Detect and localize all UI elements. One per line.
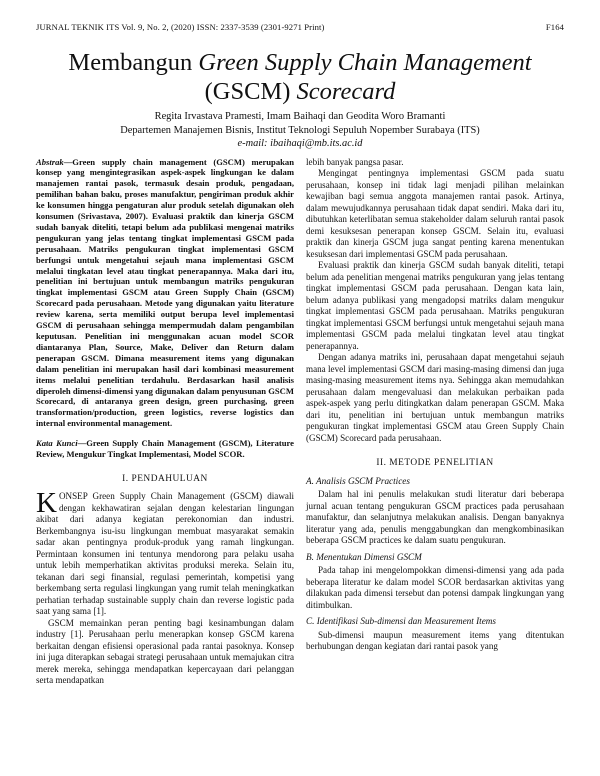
abstract-text: —Green supply chain management (GSCM) merupakan konsep yang mengintegrasikan aspek-aspek lingkungan ke dalam manajemen rantai pasok, termasuk desain produk, pengadaan, pemilihan bahan baku, proses manufaktur, pengiriman produk akhir ke konsumen hingga pengaturan alur produk setelah digunakan oleh konsumen (Srivastava, 2007). Evaluasi praktik dan kinerja GSCM sudah banyak diteliti, tetapi belum ada publikasi mengenai matriks pengukuran yang jelas tentang tingkat implementasi GSCM pada perusahaan. Matriks pengukuran tingkat implementasi GSCM berfungsi untuk mengetahui sejauh mana implementasi GSCM melalui tingkatan level atau tingkat penerapannya. Maka dari itu, penelitian ini bertujuan untuk membangun matriks pengukuran tingkat implementasi GSCM atau Green Supply Chain (GSCM) Scorecard pada perusahaan. Metode yang digunakan yaitu literature review karena, serta memiliki output berupa level implementasi GSCM di perusahaan sehingga mempermudah dalam pengambilan keputusan. Penelitian ini menggunakan acuan model SCOR diantaranya Plan, Source, Make, Deliver dan Return dalam penerapan GSCM. Dimana measurement items yang digunakan dalam penelitian ini merupakan hasil dari kombinasi measurement items melalui penelitian terdahulu. Berdasarkan hasil analisis diperoleh dimensi-dimensi yang digunakan dalam penyusunan GSCM Scorecard, di antaranya green design, green purchasing, green transformation/production, green logistics, reverse logistics dan internal environmental management. [36, 156, 294, 429]
section-heading-method: II. METODE PENELITIAN [376, 458, 494, 468]
two-column-body [36, 157, 564, 687]
left-column [36, 157, 294, 687]
right-column [306, 157, 564, 687]
author-email: e-mail: ibaihaqi@mb.its.ac.id [237, 138, 363, 149]
body-paragraph: Sub-dimensi maupun measurement items yang ditentukan berhubungan dengan kegiatan dari rantai pasok yang [306, 629, 564, 651]
keywords-label: Kata Kunci [36, 438, 78, 449]
drop-cap: K [36, 487, 57, 520]
subsection-heading-b: B. Menentukan Dimensi GSCM [306, 551, 422, 562]
intro-paragraph-text: ONSEP Green Supply Chain Management (GSCM) diawali dengan kekhawatiran sejalan dengan kelestarian lingungan akibat dari adanya kegiatan perekonomian dan industri. Berkembangnya isu-isu lingkungan membuat masyarakat semakin sadar akan pentingnya produk-produk yang ramah lingkungan. Permintaan konsumen ini tentunya mendorong para pelaku usaha untuk lebih memperhatikan aktivitas produksi mereka. Selain itu, tekanan dari segi finansial, regulasi pemerintah, kompetisi yang berkembang serta regulasi lingkungan yang rumit telah meningkatkan perhatian terhadap sustainable supply chain dan reverse logistic pada saat yang sama [1]. [36, 491, 294, 617]
author-names: Regita Irvastava Pramesti, Imam Baihaqi dan Geodita Woro Bramanti [154, 111, 446, 122]
subsection-heading-a: A. Analisis GSCM Practices [306, 475, 410, 486]
body-paragraph: Evaluasi praktik dan kinerja GSCM sudah banyak diteliti, tetapi belum ada penelitian mengenai matriks pengukuran yang jelas tentang tingkat implementasi GSCM pada perusahaan. Dengan kata lain, belum adanya publikasi yang mengadopsi matriks dalam mengukur tingkat implementasi GSCM pada perusahaan. Matriks pengukuran tingkat implementasi GSCM berfungsi untuk mengetahui sejauh mana implementasi GSCM pada melalui tingkatan level atau tingkat penerapannya. [306, 260, 564, 351]
body-paragraph: Pada tahap ini mengelompokkan dimensi-dimensi yang ada pada beberapa literatur ke dalam model SCOR berdasarkan aktivitas yang dilakukan pada dimensi tersebut dan potensi dampak lingkungan yang ditimbulkan. [306, 565, 564, 610]
keywords-text: —Green Supply Chain Management (GSCM), Literature Review, Mengukur Tingkat Implementasi, Model SCOR. [36, 438, 294, 460]
journal-info: JURNAL TEKNIK ITS Vol. 9, No. 2, (2020) ISSN: 2337-3539 (2301-9271 Print) [36, 22, 325, 32]
intro-paragraph: GSCM memainkan peran penting bagi kesinambungan dalam industry [1]. Perusahaan perlu menerapkan konsep GSCM karena berkaitan dengan efisiensi operasional pada rantai pasoknya. Konsep ini juga diterapkan sebagai strategi perusahaan untuk memajukan citra merek mereka, sehingga mendapatkan kepercayaan dari pelanggan serta mendapatkan [36, 617, 294, 686]
running-header [36, 22, 564, 32]
title-italic-part: Green Supply Chain Management [198, 49, 532, 76]
body-paragraph: Dengan adanya matriks ini, perusahaan dapat mengetahui sejauh mana level implementasi GSCM dari masing-masing dimensi dan juga masing-masing measurement items nya. Sehingga akan memudahkan perusahaan dalam mengevaluasi dan melakukan perbaikan pada aspek-aspek yang perlu ditingkatkan dalam penerapan GSCM. Maka dari itu, penelitian ini bertujuan untuk membangun matriks pengukuran tingkat implementasi GSCM atau Green Supply Chain (GSCM) Scorecard pada perusahaan. [306, 352, 564, 443]
title-part: Membangun [68, 49, 199, 76]
subsection-heading-c: C. Identifikasi Sub-dimensi dan Measurement Items [306, 616, 497, 626]
body-paragraph: Mengingat pentingnya implementasi GSCM pada suatu perusahaan, konsep ini tidak lagi menjadi pilihan melainkan kewajiban bagi semua anggota manajemen rantai pasok. Artinya, dalam mewujudkannya perusahaan tidak dapat sendiri. Maka dari itu, dibutuhkan keterlibatan semua stakeholder dalam seluruh rantai pasok demi kesuksesan penerapan konsep GSCM. Selain itu, evaluasi praktik dan kinerja GSCM juga sangat penting karena menentukan kesuksesan dari implementasi GSCM pada perusahaan. [306, 168, 564, 259]
abstract-label: Abstrak [36, 156, 64, 167]
title-italic-part: Scorecard [296, 78, 396, 105]
body-paragraph: Dalam hal ini penulis melakukan studi literatur dari beberapa jurnal acuan tentang pengukuran GSCM practices pada perusahaan manufaktur, dan selanjutnya melakukan analisis. Dengan banyaknya literatur yang ada, penulis menggabungkan dan mengkombinasikan beberapa GSCM practices ke dalam suatu pengukuran. [306, 489, 564, 545]
author-block [36, 110, 564, 151]
page-number: F164 [545, 22, 564, 32]
author-affiliation: Departemen Manajemen Bisnis, Institut Teknologi Sepuluh Nopember Surabaya (ITS) [120, 124, 480, 136]
title-part: (GSCM) [204, 78, 297, 105]
intro-paragraph [36, 487, 294, 618]
keywords [36, 438, 294, 460]
section-heading-intro: I. PENDAHULUAN [122, 473, 208, 484]
paper-title [36, 48, 564, 106]
body-paragraph: lebih banyak pangsa pasar. [306, 156, 404, 167]
abstract [36, 157, 294, 430]
